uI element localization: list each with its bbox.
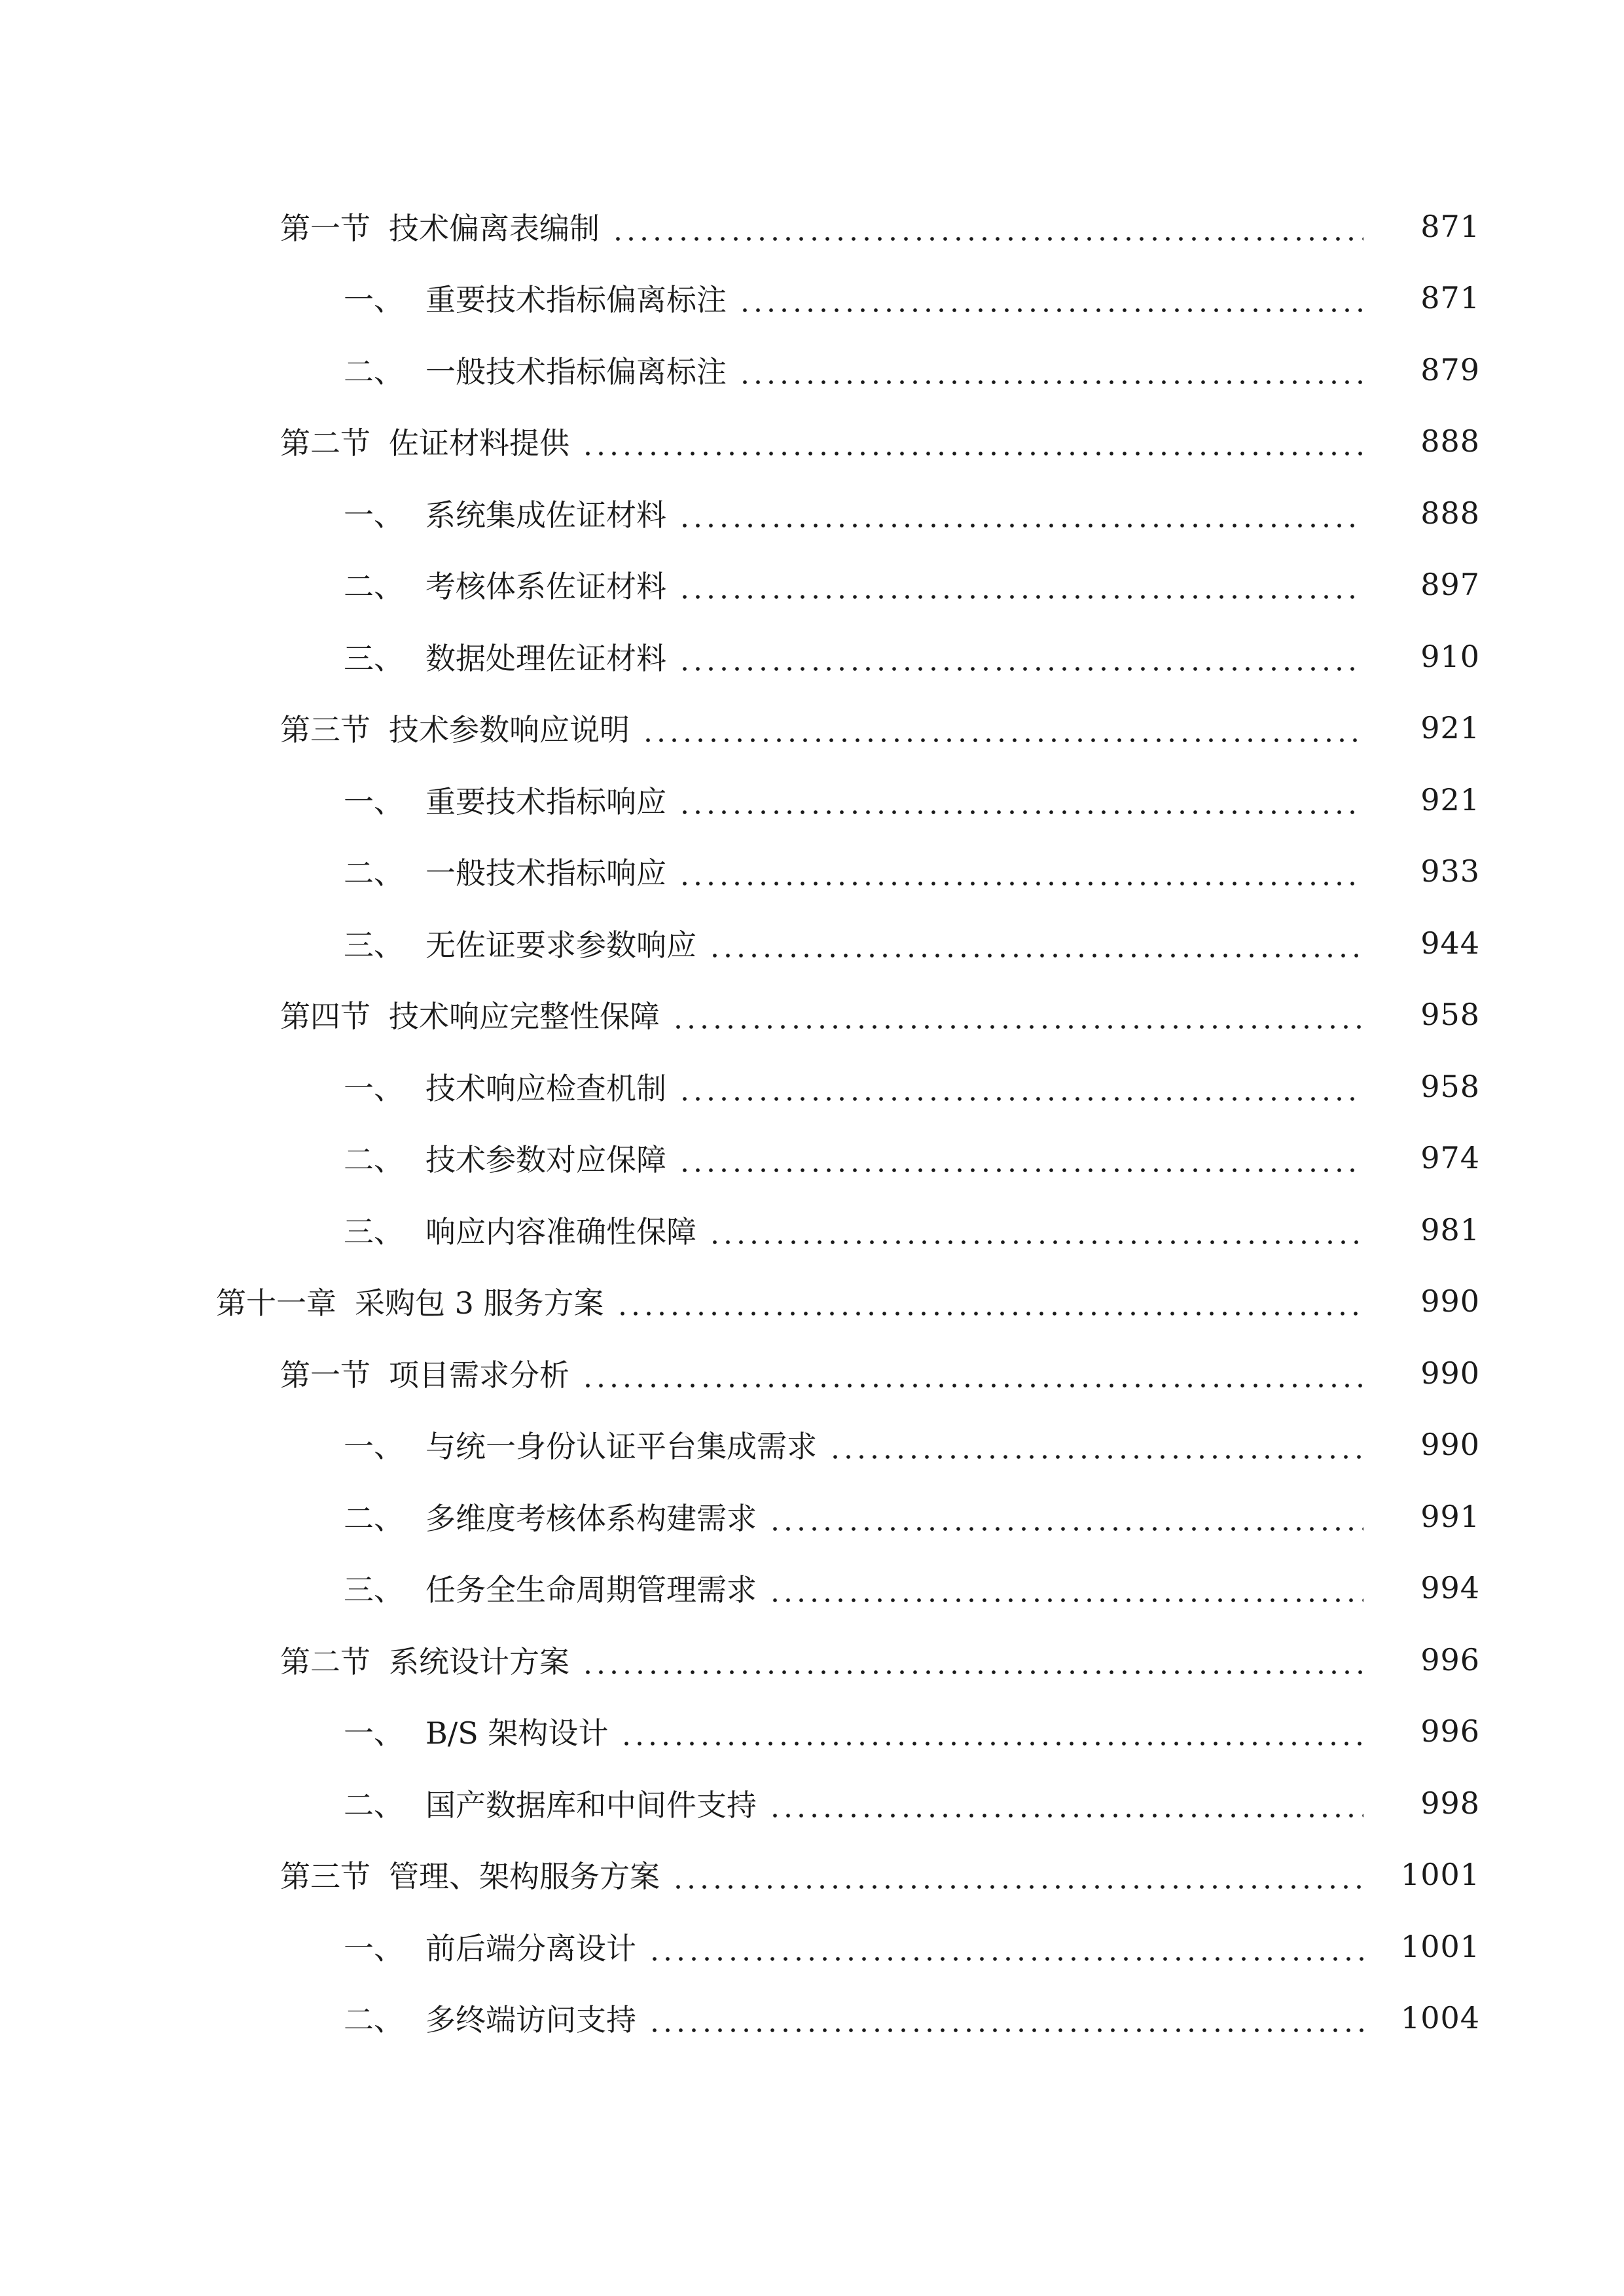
toc-entry-page-number: 990 (1420, 1427, 1480, 1463)
toc-entry-title: 考核体系佐证材料 (425, 569, 666, 605)
toc-entry-page-number: 888 (1420, 495, 1480, 531)
toc-entry-number: 一、 (344, 1715, 404, 1751)
toc-entry-section[interactable] (0, 1337, 1624, 1409)
toc-entry-page-number: 958 (1420, 1068, 1480, 1104)
toc-entry-number: 二、 (344, 1500, 404, 1536)
toc-entry-label (344, 1782, 757, 1825)
toc-entry-title: 多终端访问支持 (425, 2002, 636, 2038)
toc-entry-label (280, 1352, 569, 1395)
dot-leader (678, 1143, 1363, 1173)
dot-leader (581, 1645, 1363, 1675)
toc-entry-item[interactable] (0, 1552, 1624, 1624)
toc-entry-number: 三、 (344, 927, 404, 963)
toc-entry-title: 数据处理佐证材料 (425, 640, 666, 676)
table-of-contents (0, 190, 1624, 2054)
toc-entry-number: 第三节 (280, 712, 370, 748)
toc-entry-item[interactable] (0, 1122, 1624, 1194)
dot-leader (678, 785, 1363, 815)
dot-leader (768, 1573, 1363, 1603)
toc-entry-title: 系统集成佐证材料 (425, 497, 666, 533)
dot-leader (672, 1859, 1363, 1890)
toc-entry-label (344, 1996, 636, 2039)
toc-entry-title: 技术响应检查机制 (425, 1070, 666, 1106)
toc-entry-item[interactable] (0, 334, 1624, 406)
toc-entry-title: 国产数据库和中间件支持 (425, 1787, 757, 1823)
toc-entry-label (344, 1065, 666, 1108)
toc-entry-label (344, 1136, 666, 1179)
toc-entry-number: 第一节 (280, 1357, 370, 1393)
dot-leader (678, 856, 1363, 886)
toc-entry-label (344, 1208, 696, 1251)
toc-entry-section[interactable] (0, 406, 1624, 478)
dot-leader (738, 283, 1363, 313)
dot-leader (678, 1071, 1363, 1102)
toc-entry-number: 二、 (344, 855, 404, 891)
toc-entry-page-number: 897 (1420, 567, 1480, 603)
toc-entry-item[interactable] (0, 764, 1624, 836)
dot-leader (641, 713, 1363, 743)
toc-entry-item[interactable] (0, 1767, 1624, 1839)
toc-entry-number: 一、 (344, 1070, 404, 1106)
toc-entry-section[interactable] (0, 692, 1624, 764)
toc-entry-label (216, 1280, 604, 1323)
toc-entry-page-number: 871 (1420, 280, 1480, 316)
toc-entry-title: 重要技术指标响应 (425, 783, 666, 819)
toc-entry-page-number: 1001 (1400, 1928, 1480, 1964)
toc-entry-label (344, 563, 666, 606)
toc-entry-title: 技术偏离表编制 (389, 210, 600, 246)
toc-entry-page-number: 1004 (1400, 2000, 1480, 2036)
toc-entry-title: 一般技术指标偏离标注 (425, 353, 727, 389)
toc-entry-page-number: 998 (1420, 1785, 1480, 1821)
dot-leader (768, 1788, 1363, 1818)
toc-entry-number: 第二节 (280, 425, 370, 461)
toc-entry-title: 项目需求分析 (389, 1357, 569, 1393)
toc-entry-label (344, 492, 666, 535)
toc-entry-label (280, 706, 630, 749)
toc-entry-number: 一、 (344, 783, 404, 819)
toc-entry-item[interactable] (0, 262, 1624, 334)
dot-leader (738, 355, 1363, 385)
toc-entry-page-number: 921 (1420, 781, 1480, 817)
dot-leader (678, 569, 1363, 600)
toc-entry-section[interactable] (0, 1839, 1624, 1911)
dot-leader (678, 498, 1363, 528)
dot-leader (648, 1931, 1363, 1962)
toc-entry-label (344, 276, 727, 319)
toc-entry-number: 一、 (344, 1930, 404, 1966)
dot-leader (672, 999, 1363, 1030)
toc-entry-number: 第三节 (280, 1859, 370, 1895)
toc-entry-section[interactable] (0, 1624, 1624, 1696)
toc-entry-label (344, 1710, 608, 1753)
toc-entry-label (344, 1495, 757, 1538)
toc-entry-label (280, 420, 569, 463)
toc-entry-number: 三、 (344, 1572, 404, 1608)
toc-entry-item[interactable] (0, 1480, 1624, 1552)
toc-entry-page-number: 879 (1420, 351, 1480, 387)
toc-entry-page-number: 933 (1420, 853, 1480, 889)
toc-entry-page-number: 991 (1420, 1498, 1480, 1534)
toc-entry-item[interactable] (0, 907, 1624, 979)
toc-entry-number: 第一节 (280, 210, 370, 246)
toc-entry-label (344, 1566, 757, 1609)
toc-entry-title: 管理、架构服务方案 (389, 1859, 660, 1895)
toc-entry-number: 一、 (344, 1429, 404, 1465)
dot-leader (678, 641, 1363, 672)
toc-entry-title: 技术参数响应说明 (389, 712, 630, 748)
dot-leader (768, 1501, 1363, 1532)
toc-entry-label (344, 778, 666, 821)
toc-entry-item[interactable] (0, 836, 1624, 908)
dot-leader (708, 928, 1363, 958)
toc-entry-item[interactable] (0, 1982, 1624, 2054)
toc-entry-page-number: 996 (1420, 1641, 1480, 1677)
toc-entry-title: 任务全生命周期管理需求 (425, 1572, 757, 1608)
dot-leader (581, 1358, 1363, 1388)
toc-entry-item[interactable] (0, 477, 1624, 549)
toc-entry-title: 与统一身份认证平台集成需求 (425, 1429, 817, 1465)
toc-entry-page-number: 921 (1420, 710, 1480, 746)
toc-entry-title: 技术响应完整性保障 (389, 999, 660, 1035)
toc-entry-number: 二、 (344, 569, 404, 605)
toc-entry-label (280, 1638, 569, 1681)
toc-entry-title: 无佐证要求参数响应 (425, 927, 696, 963)
dot-leader (829, 1429, 1363, 1460)
toc-entry-title: 佐证材料提供 (389, 425, 569, 461)
toc-entry-page-number: 1001 (1400, 1857, 1480, 1893)
toc-entry-label (344, 850, 666, 893)
dot-leader (620, 1716, 1363, 1746)
toc-entry-page-number: 981 (1420, 1211, 1480, 1247)
toc-entry-item[interactable] (0, 1696, 1624, 1768)
toc-entry-item[interactable] (0, 549, 1624, 621)
toc-entry-page-number: 996 (1420, 1713, 1480, 1749)
toc-entry-section[interactable] (0, 190, 1624, 262)
toc-entry-number: 第二节 (280, 1643, 370, 1679)
toc-entry-title: B/S 架构设计 (425, 1715, 609, 1751)
toc-entry-number: 二、 (344, 2002, 404, 2038)
toc-entry-page-number: 871 (1420, 208, 1480, 244)
toc-entry-title: 响应内容准确性保障 (425, 1213, 696, 1249)
toc-entry-number: 三、 (344, 1213, 404, 1249)
toc-entry-item[interactable] (0, 620, 1624, 692)
toc-entry-number: 一、 (344, 282, 404, 318)
toc-entry-section[interactable] (0, 979, 1624, 1051)
toc-entry-item[interactable] (0, 1194, 1624, 1266)
toc-entry-title: 多维度考核体系构建需求 (425, 1500, 757, 1536)
toc-entry-label (280, 205, 600, 248)
toc-entry-title: 一般技术指标响应 (425, 855, 666, 891)
toc-entry-page-number: 910 (1420, 638, 1480, 674)
toc-entry-page-number: 974 (1420, 1140, 1480, 1176)
toc-entry-label (344, 922, 696, 965)
toc-entry-page-number: 994 (1420, 1570, 1480, 1606)
toc-entry-title: 采购包 3 服务方案 (355, 1285, 604, 1321)
toc-entry-title: 前后端分离设计 (425, 1930, 636, 1966)
toc-entry-title: 重要技术指标偏离标注 (425, 282, 727, 318)
toc-entry-item[interactable] (0, 1409, 1624, 1481)
dot-leader (648, 2003, 1363, 2033)
toc-entry-label (344, 1423, 817, 1466)
toc-entry-number: 三、 (344, 640, 404, 676)
toc-entry-number: 二、 (344, 1142, 404, 1178)
dot-leader (708, 1215, 1363, 1245)
toc-entry-number: 一、 (344, 497, 404, 533)
dot-leader (581, 426, 1363, 456)
toc-entry-label (280, 993, 660, 1036)
toc-entry-page-number: 944 (1420, 925, 1480, 961)
toc-entry-label (344, 348, 727, 391)
dot-leader (611, 211, 1363, 242)
toc-entry-number: 第四节 (280, 999, 370, 1035)
toc-entry-item[interactable] (0, 1050, 1624, 1122)
dot-leader (616, 1286, 1363, 1316)
toc-entry-page-number: 958 (1420, 997, 1480, 1033)
toc-entry-page-number: 990 (1420, 1355, 1480, 1391)
toc-entry-chapter[interactable] (0, 1266, 1624, 1338)
toc-entry-label (344, 1925, 636, 1968)
toc-entry-item[interactable] (0, 1910, 1624, 1982)
toc-entry-label (280, 1853, 660, 1896)
toc-entry-page-number: 990 (1420, 1283, 1480, 1319)
toc-entry-label (344, 635, 666, 678)
toc-entry-page-number: 888 (1420, 423, 1480, 459)
toc-entry-title: 系统设计方案 (389, 1643, 569, 1679)
toc-entry-number: 二、 (344, 353, 404, 389)
toc-entry-title: 技术参数对应保障 (425, 1142, 666, 1178)
toc-entry-number: 第十一章 (216, 1285, 336, 1321)
toc-entry-number: 二、 (344, 1787, 404, 1823)
